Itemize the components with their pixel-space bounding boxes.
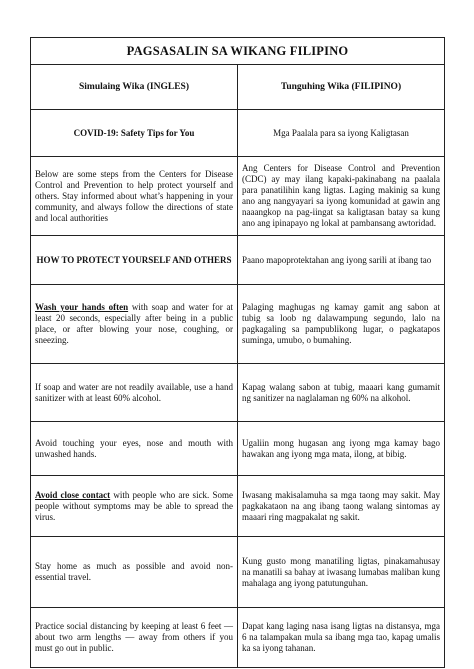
source-lead-text: Wash your hands often bbox=[35, 302, 129, 312]
table-row bbox=[31, 537, 445, 608]
target-section-heading: Paano mapoprotektahan ang iyong sarili at ibang tao bbox=[238, 236, 445, 285]
table-row bbox=[31, 422, 445, 476]
target-subtitle: Mga Paalala para sa iyong Kaligtasan bbox=[238, 110, 445, 157]
source-cell: If soap and water are not readily available, use a hand sanitizer with at least 60% alcohol. bbox=[31, 364, 238, 422]
table-row bbox=[31, 285, 445, 364]
source-cell: Below are some steps from the Centers for Disease Control and Prevention to help protect yourself and others. Stay informed about what’s happening in your community, and always follow the directions of state and local authorities bbox=[31, 157, 238, 236]
target-language-label: Tunguhing Wika (FILIPINO) bbox=[280, 81, 402, 92]
source-cell: Practice social distancing by keeping at least 6 feet — about two arm lengths — away from others if you must go out in public. bbox=[31, 608, 238, 668]
source-section-heading: HOW TO PROTECT YOURSELF AND OTHERS bbox=[31, 236, 238, 285]
target-cell: Dapat kang laging nasa isang ligtas na distansya, mga 6 na talampakan mula sa ibang mga tao, kapag umalis ka sa iyong tahanan. bbox=[238, 608, 445, 668]
page-title: PAGSASALIN SA WIKANG FILIPINO bbox=[31, 38, 445, 65]
source-subtitle: COVID-19: Safety Tips for You bbox=[31, 110, 238, 157]
target-cell: Iwasang makisalamuha sa mga taong may sakit. May pagkakataon na ang ibang taong walang sintomas ay maaari ring magpakalat ng sakit. bbox=[238, 476, 445, 537]
table-row bbox=[31, 608, 445, 668]
target-cell: Ugaliin mong hugasan ang iyong mga kamay bago hawakan ang iyong mga mata, ilong, at bibig. bbox=[238, 422, 445, 476]
target-cell: Kung gusto mong manatiling ligtas, pinakamahusay na manatili sa bahay at iwasang lumabas maliban kung mahalaga ang iyong patutunguhan. bbox=[238, 537, 445, 608]
table-row bbox=[31, 476, 445, 537]
target-cell: Ang Centers for Disease Control and Prevention (CDC) ay may ilang kapaki-pakinabang na paalala para panatilihin kang ligtas. Laging makinig sa kung ano ang nangyayari sa iyong komunidad at gawin ang naaangkop na pag-iingat sa kaligtasan batay sa kung ano ang ipinapayo ng lokal at pambansang awtoridad. bbox=[238, 157, 445, 236]
source-language-label: Simulaing Wika (INGLES) bbox=[79, 81, 189, 92]
source-text: with people who are sick. Some people without symptoms may be able to spread the virus. bbox=[35, 489, 233, 522]
target-language-header bbox=[238, 65, 445, 110]
source-cell bbox=[31, 285, 238, 364]
source-cell bbox=[31, 476, 238, 537]
source-text: with soap and water for at least 20 seconds, especially after being in a public place, or after blowing your nose, coughing, or sneezing. bbox=[35, 302, 233, 345]
source-cell: Avoid touching your eyes, nose and mouth with unwashed hands. bbox=[31, 422, 238, 476]
source-lead-text: Avoid close contact bbox=[35, 489, 111, 500]
translation-table bbox=[30, 37, 445, 668]
target-cell: Kapag walang sabon at tubig, maaari kang gumamit ng sanitizer na naglalaman ng 60% na alkohol. bbox=[238, 364, 445, 422]
table-row bbox=[31, 364, 445, 422]
source-cell: Stay home as much as possible and avoid non-essential travel. bbox=[31, 537, 238, 608]
table-row bbox=[31, 157, 445, 236]
source-language-header bbox=[31, 65, 238, 110]
target-cell: Palaging maghugas ng kamay gamit ang sabon at tubig sa loob ng dalawampung segundo, lalo na pagkagaling sa pampublikong lugar, o pagkatapos suminga, umubo, o bumahing. bbox=[238, 285, 445, 364]
table-row bbox=[31, 236, 445, 285]
